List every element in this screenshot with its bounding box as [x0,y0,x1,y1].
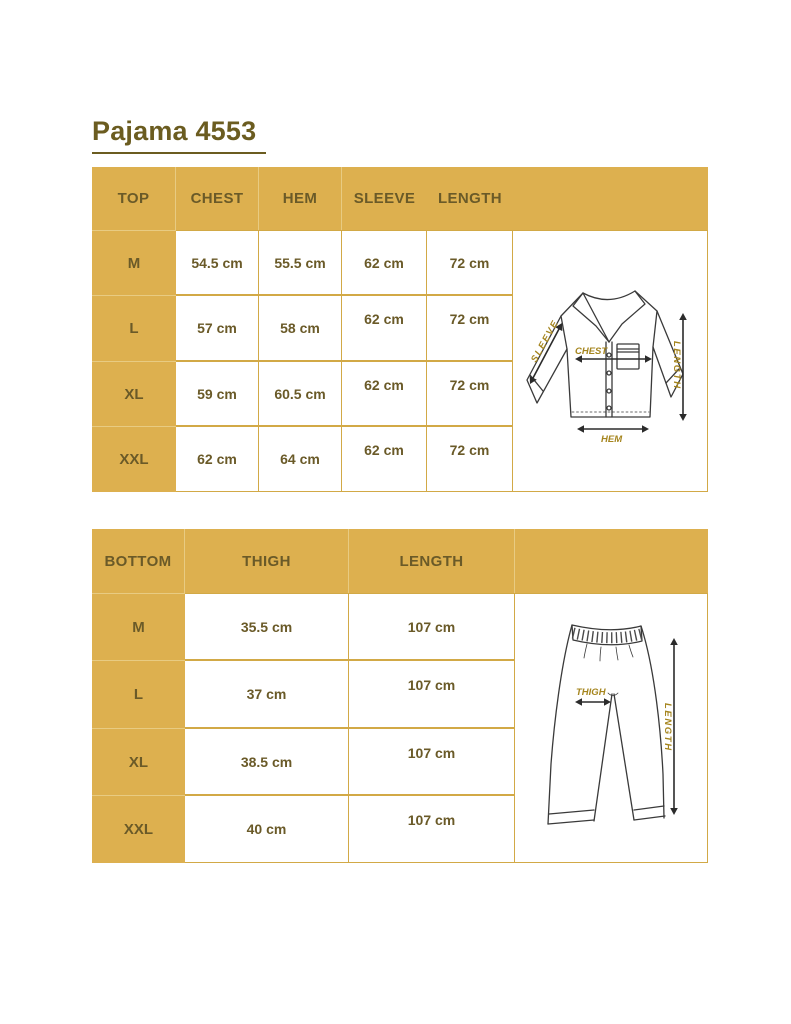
top-row-xl-chest: 59 cm [176,361,259,426]
top-row-l-length: 72 cm [427,295,513,361]
top-header-sleeve: SLEEVE [342,167,427,230]
top-row-m-length: 72 cm [427,230,513,295]
top-row-xxl-chest: 62 cm [176,426,259,492]
bottom-header-spacer [515,529,708,593]
diagram-label-length: LENGTH [662,703,673,752]
top-header-hem: HEM [259,167,342,230]
diagram-label-hem: HEM [601,434,623,445]
diagram-label-sleeve: SLEEVE [529,317,562,365]
pajama-bottom-illustration-cell [515,593,708,863]
bottom-row-l-size: L [92,660,185,728]
top-header-spacer [513,167,708,230]
top-row-l-hem: 58 cm [259,295,342,361]
thigh-arrow [575,698,611,706]
top-row-xl-length: 72 cm [427,361,513,426]
top-row-l-sleeve: 62 cm [342,295,427,361]
bottom-header-thigh: THIGH [185,529,349,593]
pajama-pants-drawing [548,625,665,824]
bottom-row-xl-size: XL [92,728,185,795]
bottom-row-xl-length: 107 cm [349,728,515,795]
top-row-xxl-size: XXL [92,426,176,492]
pajama-top-illustration [513,231,708,493]
hem-arrow [577,425,649,433]
bottom-row-xxl-thigh: 40 cm [185,795,349,863]
pajama-bottom-illustration [515,594,708,864]
top-row-xl-sleeve: 62 cm [342,361,427,426]
diagram-label-length: LENGTH [671,341,682,390]
top-row-m-sleeve: 62 cm [342,230,427,295]
bottom-row-m-length: 107 cm [349,593,515,660]
top-header-size: TOP [92,167,176,230]
diagram-label-thigh: THIGH [576,687,606,698]
top-row-xl-size: XL [92,361,176,426]
bottom-size-table [92,529,708,863]
top-header-length: LENGTH [427,167,513,230]
top-size-table [92,167,708,492]
bottom-row-m-size: M [92,593,185,660]
pajama-top-illustration-cell [513,230,708,492]
top-row-m-hem: 55.5 cm [259,230,342,295]
top-row-l-size: L [92,295,176,361]
diagram-label-chest: CHEST [575,346,608,357]
top-row-xxl-length: 72 cm [427,426,513,492]
page-title: Pajama 4553 [92,116,266,154]
top-row-m-chest: 54.5 cm [176,230,259,295]
bottom-row-xxl-length: 107 cm [349,795,515,863]
top-row-xxl-hem: 64 cm [259,426,342,492]
bottom-row-m-thigh: 35.5 cm [185,593,349,660]
top-row-xl-hem: 60.5 cm [259,361,342,426]
bottom-row-xxl-size: XXL [92,795,185,863]
top-row-m-size: M [92,230,176,295]
bottom-row-l-thigh: 37 cm [185,660,349,728]
bottom-row-l-length: 107 cm [349,660,515,728]
bottom-header-size: BOTTOM [92,529,185,593]
top-header-chest: CHEST [176,167,259,230]
top-row-l-chest: 57 cm [176,295,259,361]
top-row-xxl-sleeve: 62 cm [342,426,427,492]
bottom-header-length: LENGTH [349,529,515,593]
bottom-row-xl-thigh: 38.5 cm [185,728,349,795]
